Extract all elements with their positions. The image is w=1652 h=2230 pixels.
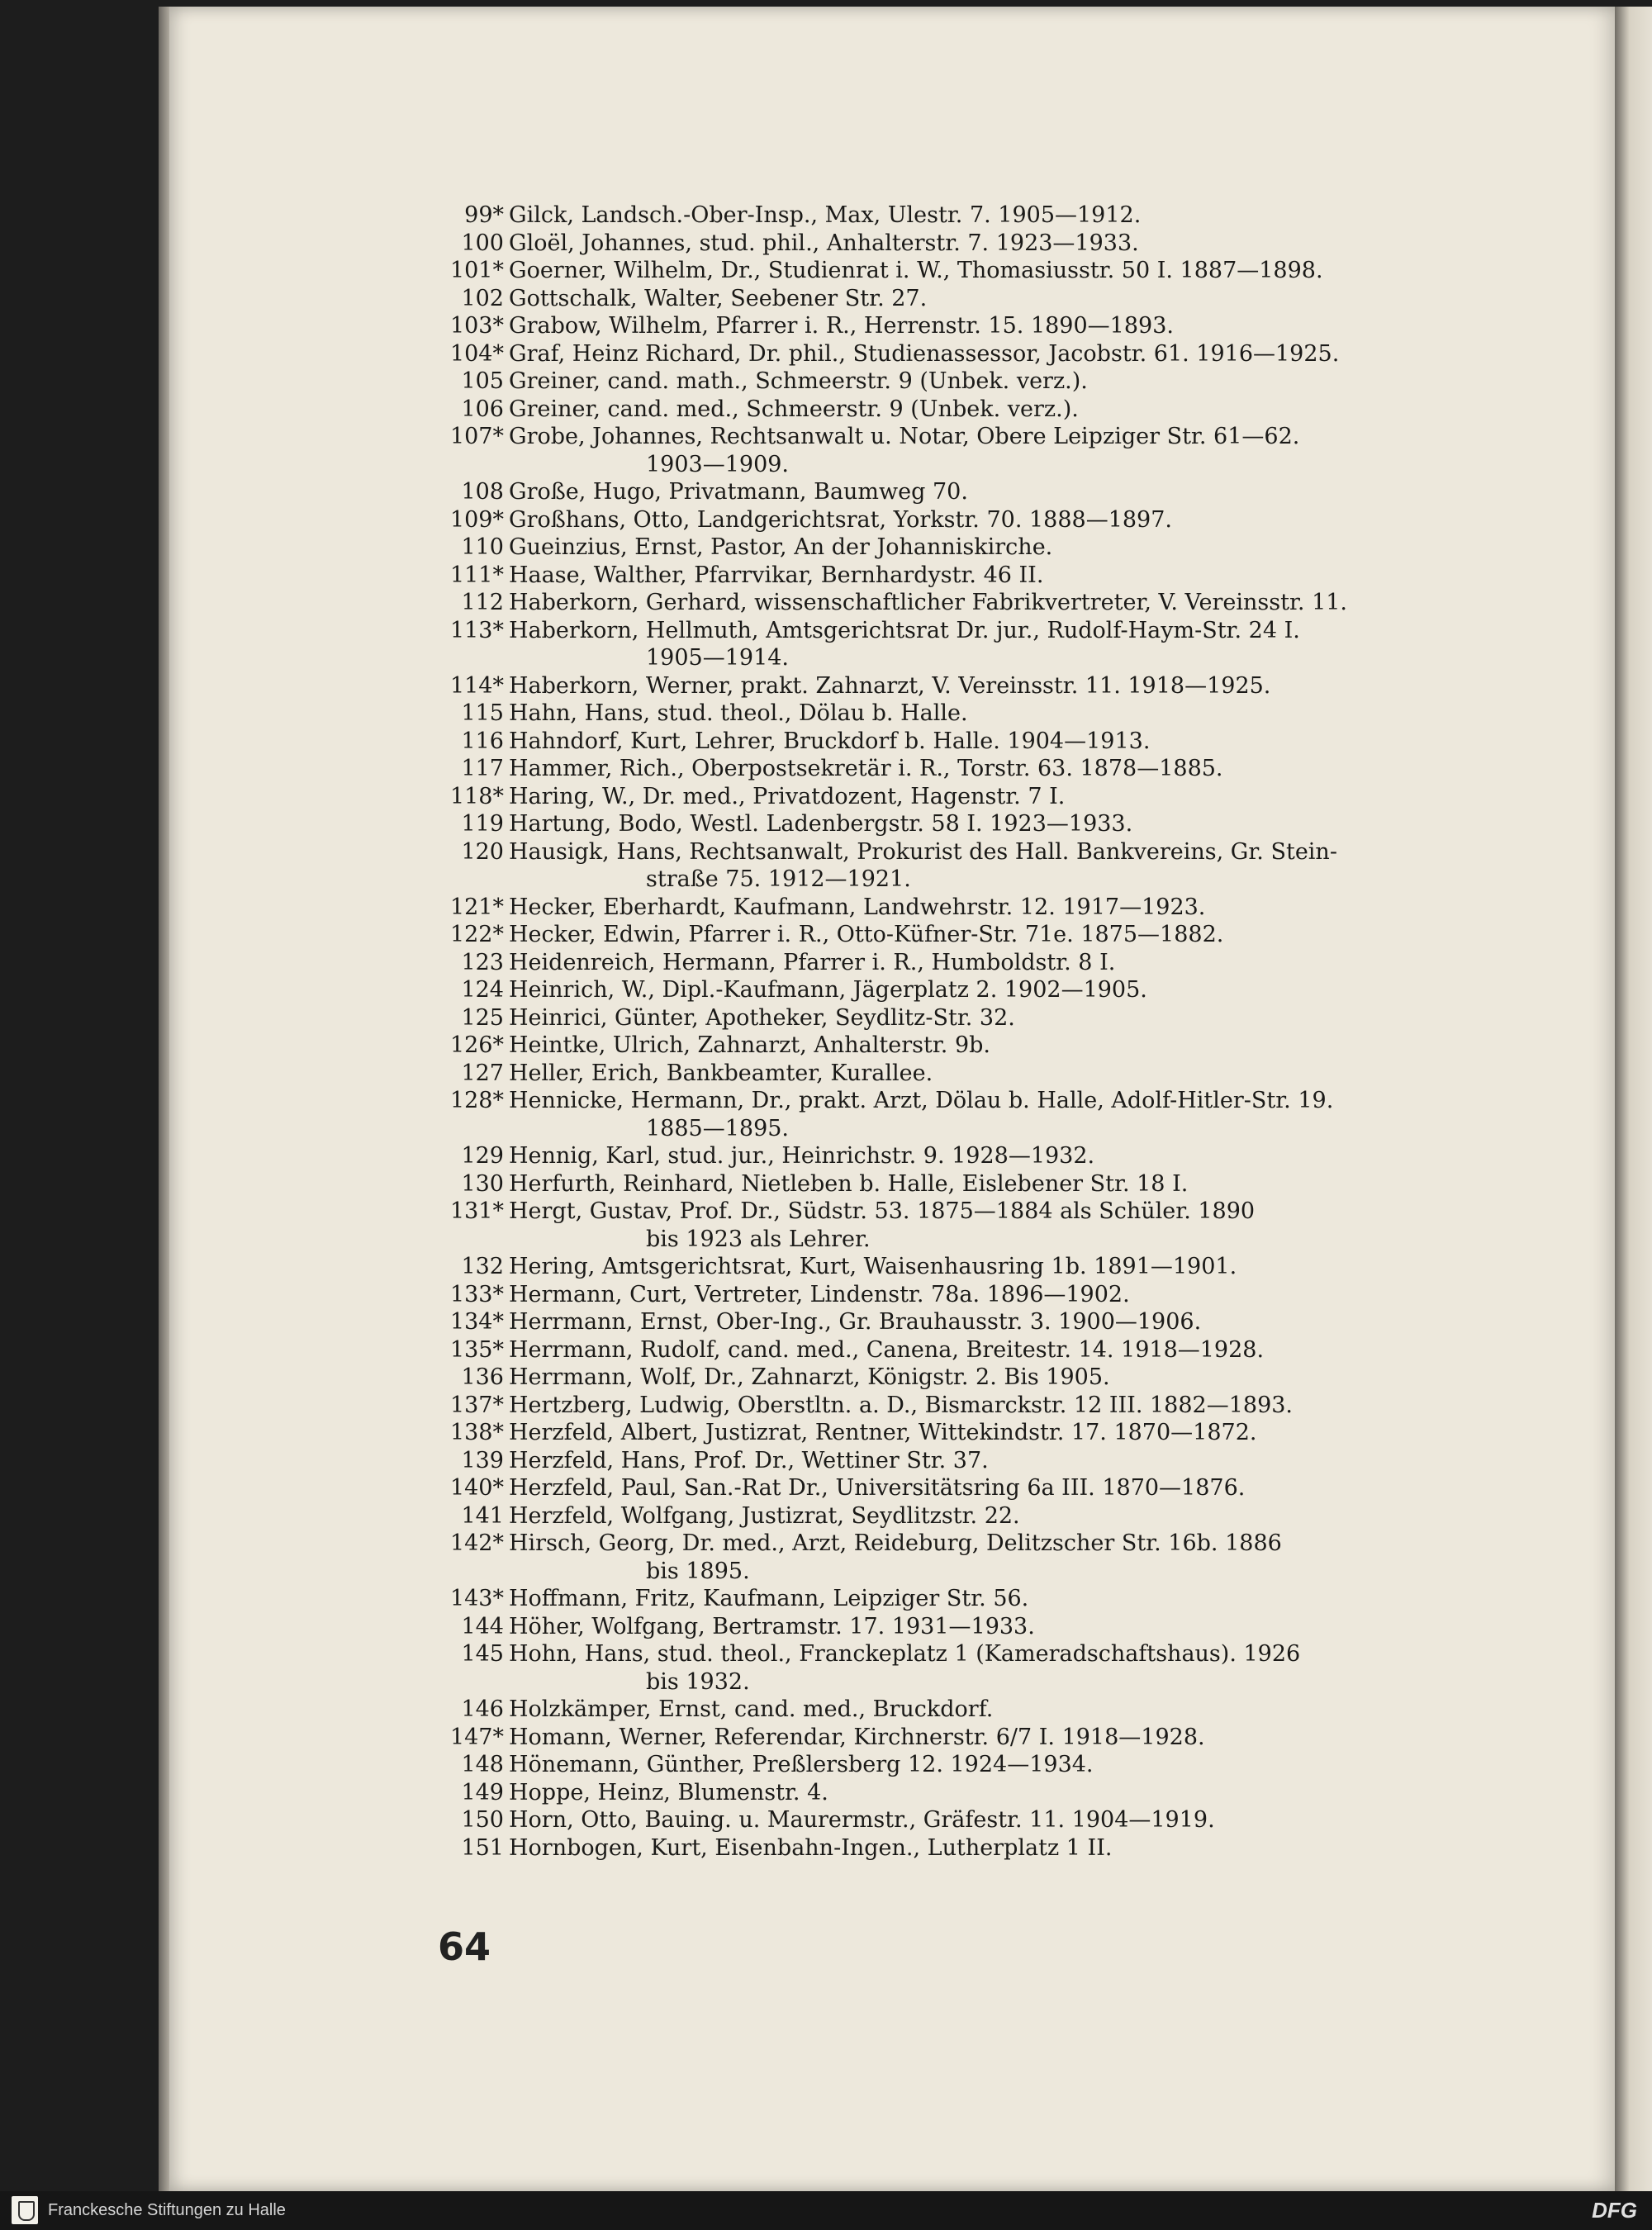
list-item [442, 1308, 1565, 1336]
entry-number: 135* [449, 1336, 504, 1363]
entry-number: 101* [449, 258, 504, 283]
entry-text: Heidenreich, Hermann, Pfarrer i. R., Humboldstr. 8 I. [509, 949, 1116, 975]
list-item [442, 478, 1565, 506]
list-item [442, 1474, 1565, 1502]
entry-text: Hergt, Gustav, Prof. Dr., Südstr. 53. 1875—1884 als Schüler. 1890 [509, 1198, 1256, 1224]
entry-text: Herzfeld, Albert, Justizrat, Rentner, Wittekindstr. 17. 1870—1872. [509, 1420, 1257, 1445]
list-item [442, 810, 1565, 838]
entry-number: 139 [461, 1447, 504, 1473]
entry-number: 99* [464, 202, 504, 228]
entry-text: Hahndorf, Kurt, Lehrer, Bruckdorf b. Halle. 1904—1913. [509, 728, 1151, 754]
entry-text: Höher, Wolfgang, Bertramstr. 17. 1931—1933. [509, 1613, 1035, 1639]
entry-number: 145 [461, 1641, 504, 1667]
facing-page-edge [1615, 7, 1652, 2191]
entry-number: 127 [461, 1060, 504, 1086]
entry-number: 118* [449, 783, 504, 809]
entry-text: Hertzberg, Ludwig, Oberstltn. a. D., Bismarckstr. 12 III. 1882—1893. [509, 1392, 1294, 1418]
list-item [442, 949, 1565, 977]
entry-text: Großhans, Otto, Landgerichtsrat, Yorkstr. 70. 1888—1897. [509, 506, 1172, 533]
entry-text: Hennig, Karl, stud. jur., Heinrichstr. 9. 1928—1932. [509, 1143, 1095, 1169]
entry-number: 105 [461, 368, 504, 394]
list-item [442, 506, 1565, 534]
entry-text: Haberkorn, Gerhard, wissenschaftlicher Fabrikvertreter, V. Vereinsstr. 11. [509, 590, 1348, 615]
entry-text: Große, Hugo, Privatmann, Baumweg 70. [509, 479, 968, 505]
entry-number: 122* [449, 922, 504, 947]
list-item [442, 1032, 1565, 1060]
entry-number: 123 [461, 949, 504, 975]
entry-text: Graf, Heinz Richard, Dr. phil., Studienassessor, Jacobstr. 61. 1916—1925. [509, 340, 1340, 367]
entry-number: 109* [449, 506, 504, 533]
list-item [442, 1198, 1565, 1226]
entry-number: 106 [461, 396, 504, 422]
entry-text: 1905—1914. [646, 645, 790, 671]
list-item [442, 1806, 1565, 1834]
entry-number: 148 [461, 1752, 504, 1777]
list-item-continuation [442, 644, 1565, 672]
entry-text: Goerner, Wilhelm, Dr., Studienrat i. W., Thomasiusstr. 50 I. 1887—1898. [509, 258, 1323, 283]
entry-text: Greiner, cand. math., Schmeerstr. 9 (Unbek. verz.). [509, 368, 1088, 394]
list-item [442, 230, 1565, 258]
entry-text: Herrmann, Rudolf, cand. med., Canena, Breitestr. 14. 1918—1928. [509, 1336, 1265, 1363]
entry-text: Heinrich, W., Dipl.-Kaufmann, Jägerplatz 2. 1902—1905. [509, 977, 1147, 1003]
entry-text: Hartung, Bodo, Westl. Ladenbergstr. 58 I. 1923—1933. [509, 811, 1133, 837]
list-item [442, 340, 1565, 368]
viewer-footer [0, 2191, 1652, 2230]
entry-number: 115 [461, 700, 504, 726]
entry-text: Herzfeld, Hans, Prof. Dr., Wettiner Str. 37. [509, 1447, 989, 1473]
entry-text: Hermann, Curt, Vertreter, Lindenstr. 78a. 1896—1902. [509, 1281, 1130, 1307]
entry-text: Hammer, Rich., Oberpostsekretär i. R., Torstr. 63. 1878—1885. [509, 756, 1223, 781]
list-item [442, 1170, 1565, 1198]
entry-text: Gloël, Johannes, stud. phil., Anhalterstr. 7. 1923—1933. [509, 230, 1139, 256]
entry-number: 112 [461, 590, 504, 615]
list-item [442, 1613, 1565, 1641]
list-item-continuation [442, 451, 1565, 479]
list-item [442, 1447, 1565, 1475]
entry-number: 137* [449, 1392, 504, 1418]
entry-number: 114* [449, 672, 504, 699]
list-item [442, 976, 1565, 1004]
list-item [442, 257, 1565, 285]
list-item [442, 921, 1565, 949]
entry-text: Hennicke, Hermann, Dr., prakt. Arzt, Dölau b. Halle, Adolf-Hitler-Str. 19. [509, 1088, 1334, 1113]
list-item [442, 1392, 1565, 1420]
entry-text: Greiner, cand. med., Schmeerstr. 9 (Unbek. verz.). [509, 396, 1079, 422]
entry-text: straße 75. 1912—1921. [646, 866, 911, 892]
entry-text: Hohn, Hans, stud. theol., Franckeplatz 1 (Kameradschaftshaus). 1926 [509, 1641, 1301, 1667]
member-list [442, 202, 1565, 1862]
list-item [442, 1751, 1565, 1779]
entry-text: Herfurth, Reinhard, Nietleben b. Halle, Eislebener Str. 18 I. [509, 1170, 1189, 1197]
entry-text: Gottschalk, Walter, Seebener Str. 27. [509, 285, 928, 311]
list-item [442, 1419, 1565, 1447]
entry-number: 144 [461, 1613, 504, 1639]
entry-text: bis 1923 als Lehrer. [646, 1226, 871, 1252]
entry-number: 134* [449, 1309, 504, 1335]
entry-number: 119 [461, 811, 504, 837]
entry-number: 121* [449, 894, 504, 920]
entry-text: 1903—1909. [646, 451, 790, 477]
entry-text: Haberkorn, Hellmuth, Amtsgerichtsrat Dr. jur., Rudolf-Haym-Str. 24 I. [509, 617, 1300, 643]
entry-number: 133* [449, 1281, 504, 1307]
list-item-continuation [442, 1115, 1565, 1143]
list-item [442, 1779, 1565, 1807]
list-item [442, 1060, 1565, 1088]
entry-number: 142* [449, 1530, 504, 1556]
entry-text: Horn, Otto, Bauing. u. Maurermstr., Gräfestr. 11. 1904—1919. [509, 1807, 1215, 1833]
list-item [442, 783, 1565, 811]
list-item [442, 589, 1565, 617]
entry-number: 143* [449, 1586, 504, 1611]
entry-text: Hahn, Hans, stud. theol., Dölau b. Halle. [509, 700, 968, 726]
entry-text: Grabow, Wilhelm, Pfarrer i. R., Herrenstr. 15. 1890—1893. [509, 313, 1174, 339]
list-item [442, 1336, 1565, 1364]
list-item-continuation [442, 1668, 1565, 1696]
entry-text: Gilck, Landsch.-Ober-Insp., Max, Ulestr. 7. 1905—1912. [509, 202, 1142, 228]
list-item [442, 312, 1565, 340]
entry-number: 136 [461, 1364, 504, 1390]
entry-number: 132 [461, 1254, 504, 1279]
list-item [442, 1004, 1565, 1032]
entry-text: Hecker, Eberhardt, Kaufmann, Landwehrstr. 12. 1917—1923. [509, 894, 1206, 920]
list-item-continuation [442, 1226, 1565, 1254]
list-item [442, 1724, 1565, 1752]
entry-number: 110 [461, 534, 504, 560]
entry-text: bis 1932. [646, 1668, 750, 1695]
list-item [442, 1142, 1565, 1170]
entry-text: Hoppe, Heinz, Blumenstr. 4. [509, 1779, 828, 1805]
list-item [442, 1834, 1565, 1862]
entry-number: 138* [449, 1420, 504, 1445]
list-item [442, 1502, 1565, 1530]
entry-text: Hausigk, Hans, Rechtsanwalt, Prokurist des Hall. Bankvereins, Gr. Stein- [509, 838, 1337, 865]
entry-number: 107* [449, 424, 504, 449]
entry-text: 1885—1895. [646, 1115, 790, 1141]
list-item [442, 894, 1565, 922]
entry-text: Hering, Amtsgerichtsrat, Kurt, Waisenhausring 1b. 1891—1901. [509, 1254, 1237, 1279]
list-item [442, 838, 1565, 866]
entry-number: 147* [449, 1724, 504, 1750]
entry-text: Haberkorn, Werner, prakt. Zahnarzt, V. Vereinsstr. 11. 1918—1925. [509, 672, 1271, 699]
entry-number: 104* [449, 340, 504, 367]
list-item [442, 562, 1565, 590]
entry-text: Hornbogen, Kurt, Eisenbahn-Ingen., Lutherplatz 1 II. [509, 1834, 1113, 1861]
entry-number: 131* [449, 1198, 504, 1224]
entry-number: 103* [449, 313, 504, 339]
list-item [442, 1281, 1565, 1309]
list-item [442, 1364, 1565, 1392]
entry-number: 113* [449, 617, 504, 643]
entry-text: Hönemann, Günther, Preßlersberg 12. 1924—1934. [509, 1752, 1094, 1777]
entry-number: 100 [461, 230, 504, 256]
list-item [442, 368, 1565, 396]
list-item [442, 617, 1565, 645]
entry-number: 125 [461, 1004, 504, 1031]
entry-number: 146 [461, 1696, 504, 1722]
list-item [442, 534, 1565, 562]
list-item [442, 700, 1565, 728]
entry-number: 120 [461, 838, 504, 865]
list-item-continuation [442, 1558, 1565, 1586]
list-item [442, 1530, 1565, 1558]
entry-text: Haring, W., Dr. med., Privatdozent, Hagenstr. 7 I. [509, 783, 1066, 809]
entry-number: 141 [461, 1502, 504, 1529]
entry-text: Hoffmann, Fritz, Kaufmann, Leipziger Str. 56. [509, 1586, 1029, 1611]
list-item [442, 423, 1565, 451]
entry-text: Grobe, Johannes, Rechtsanwalt u. Notar, Obere Leipziger Str. 61—62. [509, 424, 1300, 449]
entry-text: bis 1895. [646, 1558, 750, 1584]
entry-text: Homann, Werner, Referendar, Kirchnerstr. 6/7 I. 1918—1928. [509, 1724, 1205, 1750]
entry-text: Holzkämper, Ernst, cand. med., Bruckdorf. [509, 1696, 994, 1722]
list-item [442, 1696, 1565, 1724]
list-item [442, 396, 1565, 424]
institution-logo-icon [12, 2196, 38, 2224]
entry-text: Hirsch, Georg, Dr. med., Arzt, Reideburg, Delitzscher Str. 16b. 1886 [509, 1530, 1282, 1556]
entry-text: Heintke, Ulrich, Zahnarzt, Anhalterstr. 9b. [509, 1032, 990, 1058]
entry-number: 150 [461, 1807, 504, 1833]
list-item [442, 1253, 1565, 1281]
entry-text: Heinrici, Günter, Apotheker, Seydlitz-Str. 32. [509, 1004, 1015, 1031]
list-item [442, 285, 1565, 313]
entry-number: 108 [461, 479, 504, 505]
entry-number: 129 [461, 1143, 504, 1169]
entry-number: 124 [461, 977, 504, 1003]
list-item-continuation [442, 866, 1565, 894]
entry-text: Heller, Erich, Bankbeamter, Kurallee. [509, 1060, 933, 1086]
list-item [442, 1585, 1565, 1613]
list-item [442, 728, 1565, 756]
entry-number: 102 [461, 285, 504, 311]
entry-number: 126* [449, 1032, 504, 1058]
entry-text: Gueinzius, Ernst, Pastor, An der Johanniskirche. [509, 534, 1053, 560]
entry-text: Herrmann, Wolf, Dr., Zahnarzt, Königstr. 2. Bis 1905. [509, 1364, 1110, 1390]
list-item [442, 1640, 1565, 1668]
entry-number: 128* [449, 1088, 504, 1113]
entry-number: 151 [461, 1834, 504, 1861]
entry-number: 130 [461, 1170, 504, 1197]
entry-text: Herzfeld, Wolfgang, Justizrat, Seydlitzstr. 22. [509, 1502, 1020, 1529]
entry-number: 117 [461, 756, 504, 781]
entry-text: Hecker, Edwin, Pfarrer i. R., Otto-Küfner-Str. 71e. 1875—1882. [509, 922, 1224, 947]
entry-number: 149 [461, 1779, 504, 1805]
entry-text: Herzfeld, Paul, San.-Rat Dr., Universitätsring 6a III. 1870—1876. [509, 1475, 1246, 1501]
entry-text: Herrmann, Ernst, Ober-Ing., Gr. Brauhausstr. 3. 1900—1906. [509, 1309, 1202, 1335]
entry-text: Haase, Walther, Pfarrvikar, Bernhardystr. 46 II. [509, 562, 1044, 588]
dfg-logo: DFG [1592, 2198, 1637, 2223]
institution-name: Franckesche Stiftungen zu Halle [48, 2201, 286, 2219]
list-item [442, 755, 1565, 783]
list-item [442, 202, 1565, 230]
list-item [442, 1087, 1565, 1115]
list-item [442, 672, 1565, 700]
entry-number: 111* [449, 562, 504, 588]
page-number: 64 [438, 1924, 491, 1969]
entry-number: 116 [461, 728, 504, 754]
entry-number: 140* [449, 1475, 504, 1501]
